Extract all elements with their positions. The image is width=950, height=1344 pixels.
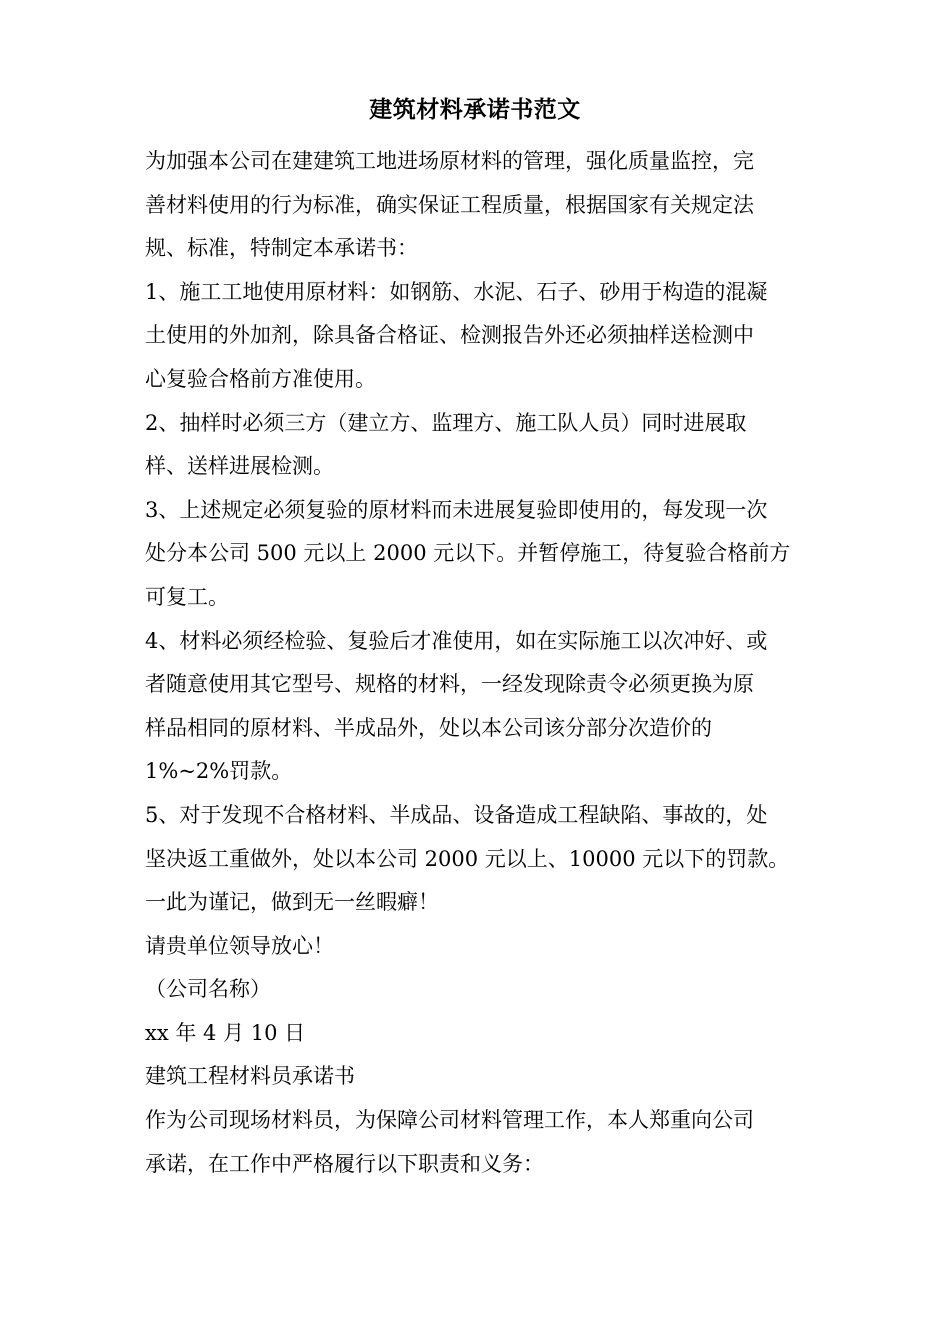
text-line: 承诺，在工作中严格履行以下职责和义务：: [145, 1151, 544, 1176]
text-line: 处分本公司 500 元以上 2000 元以下。并暂停施工，待复验合格前方: [145, 541, 791, 566]
text-line: 一此为谨记，做到无一丝暇癖！: [145, 890, 439, 915]
text-line: 规、标准，特制定本承诺书：: [145, 236, 418, 261]
text-line: 2、抽样时必须三方（建立方、监理方、施工队人员）同时进展取: [145, 410, 747, 435]
text-line: 3、上述规定必须复验的原材料而未进展复验即使用的，每发现一次: [145, 497, 768, 522]
text-line: 1%~2%罚款。: [145, 759, 293, 784]
text-line: xx 年 4 月 10 日: [145, 1020, 306, 1045]
text-line: 5、对于发现不合格材料、半成品、设备造成工程缺陷、事故的，处: [145, 802, 768, 827]
text-line: 坚决返工重做外，处以本公司 2000 元以上、10000 元以下的罚款。: [145, 846, 790, 871]
text-line: 心复验合格前方准使用。: [145, 366, 376, 391]
text-line: 者随意使用其它型号、规格的材料，一经发现除责令必须更换为原: [145, 672, 754, 697]
text-line: 善材料使用的行为标准，确实保证工程质量，根据国家有关规定法: [145, 192, 754, 217]
text-line: 1、施工工地使用原材料：如钢筋、水泥、石子、砂用于构造的混凝: [145, 279, 768, 304]
text-line: 作为公司现场材料员，为保障公司材料管理工作，本人郑重向公司: [145, 1108, 754, 1133]
text-line: （公司名称）: [145, 977, 271, 1002]
text-line: 4、材料必须经检验、复验后才准使用，如在实际施工以次冲好、或: [145, 628, 768, 653]
text-line: 为加强本公司在建建筑工地进场原材料的管理，强化质量监控，完: [145, 149, 754, 173]
text-line: 可复工。: [145, 584, 229, 609]
document-body: [145, 140, 810, 1186]
text-line: 请贵单位领导放心！: [145, 933, 334, 958]
text-line: 土使用的外加剂，除具备合格证、检测报告外还必须抽样送检测中: [145, 323, 754, 348]
document-title: 建筑材料承诺书范文: [369, 96, 581, 123]
text-line: 样、送样进展检测。: [145, 454, 334, 479]
text-line: 样品相同的原材料、半成品外，处以本公司该分部分次造价的: [145, 715, 712, 740]
text-line: 建筑工程材料员承诺书: [145, 1064, 355, 1089]
